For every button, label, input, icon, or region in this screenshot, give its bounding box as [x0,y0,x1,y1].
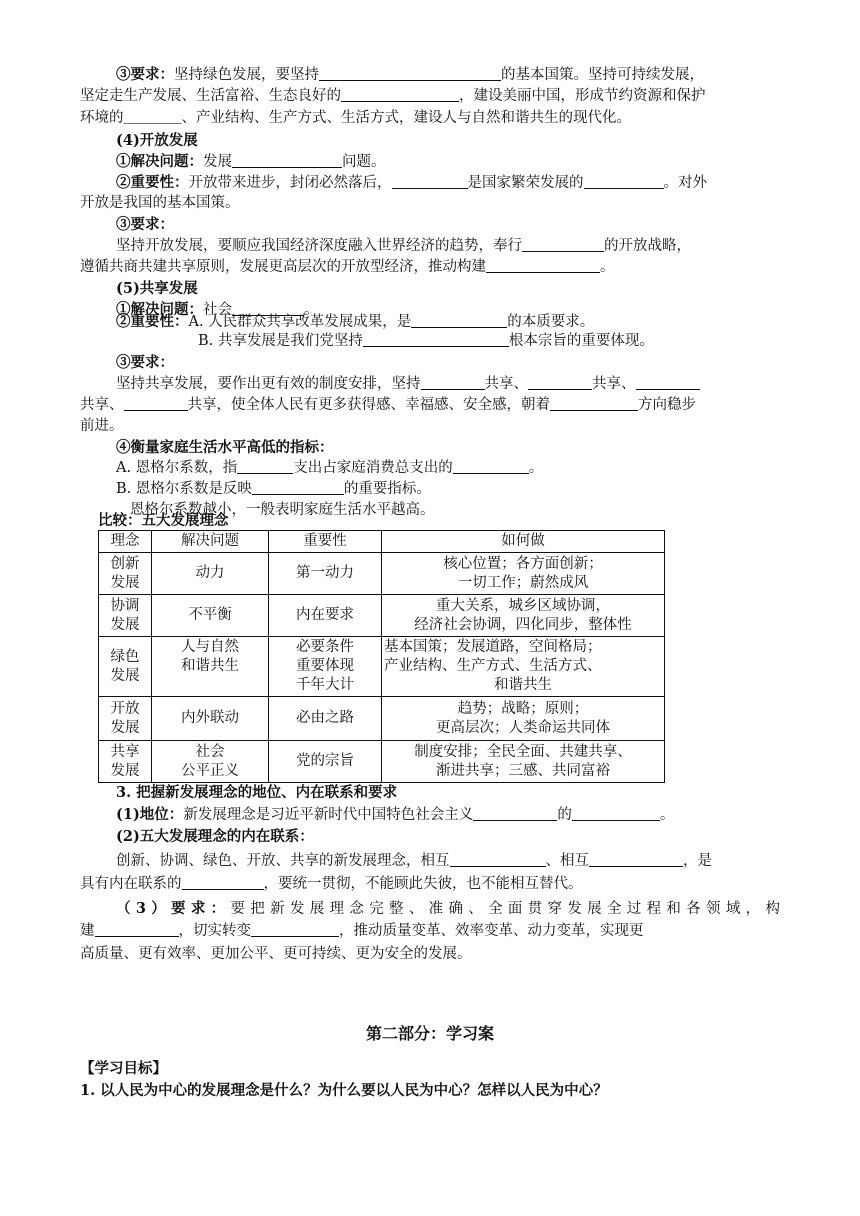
answer-blank[interactable] [522,236,604,252]
answer-blank[interactable] [411,312,507,328]
share-problem-line: ①解决问题：社会 。 [116,301,319,318]
table-row [99,697,665,741]
table-row [99,595,665,637]
answer-blank[interactable] [589,851,683,867]
answer-blank[interactable] [636,374,700,390]
table-cell-problem: 动力 [152,553,269,595]
table-header-cell: 理念 [99,531,152,553]
answer-blank[interactable] [237,458,293,474]
open-importance-line-2: 开放是我国的基本国策。 [80,195,240,211]
share-requirement-line-2: 共享、 共享，使全体人民有更多获得感、幸福感、安全感，朝着 方向稳步 [80,397,696,413]
table-header-cell: 解决问题 [152,531,269,553]
table-cell-importance: 必要条件 重要体现 千年大计 [269,637,382,697]
engel-line-c: 恩格尔系数越小，一般表明家庭生活水平越高。 [130,502,435,518]
table-cell-idea: 开放发展 [99,697,152,741]
share-importance-line-1: ②重要性：A. 人民群众共享改革发展成果，是 的本质要求。 [116,313,595,330]
grasp-heading: 3. 把握新发展理念的地位、内在联系和要求 [116,784,398,801]
answer-blank[interactable] [572,805,660,821]
table-cell-importance: 第一动力 [269,553,382,595]
table-cell-idea: 绿色发展 [99,637,152,697]
share-heading: (5)共享发展 [116,280,198,297]
table-cell-how: 重大关系，城乡区域协调， 经济社会协调，四化同步，整体性 [382,595,665,637]
answer-blank[interactable] [363,331,509,347]
answer-blank[interactable] [421,374,485,390]
table-header-cell: 重要性 [269,531,382,553]
grasp-requirement-line-1: （3）要求：要把新发展理念完整、准确、全面贯穿发展全过程和各领域，构 [116,900,780,917]
grasp-requirement-line-3: 高质量、更有效率、更加公平、更可持续、更为安全的发展。 [80,946,472,962]
open-requirement-label: ③要求： [116,216,174,233]
grasp-position-line: (1)地位：新发展理念是习近平新时代中国特色社会主义 的 。 [116,806,675,823]
learning-goal-1: 1. 以人民为中心的发展理念是什么？为什么要以人民为中心？怎样以人民为中心？ [80,1082,608,1099]
green-requirement-line-2: 坚定走生产发展、生活富裕、生态良好的 ，建设美丽中国，形成节约资源和保护 [80,88,706,104]
learning-goal-label: 【学习目标】 [80,1060,167,1077]
green-requirement-line-3: 环境的＿＿＿＿、产业结构、生产方式、生活方式，建设人与自然和谐共生的现代化。 [80,110,631,126]
table-row [99,637,665,697]
table-header-row [99,531,665,553]
answer-blank[interactable] [392,173,468,189]
table-cell-problem: 不平衡 [152,595,269,637]
answer-blank[interactable] [584,173,664,189]
answer-blank[interactable] [486,257,600,273]
part-two-title: 第二部分：学习案 [365,1024,494,1043]
table-cell-problem: 社会 公平正义 [152,741,269,783]
table-cell-problem: 内外联动 [152,697,269,741]
answer-blank[interactable] [528,374,592,390]
share-requirement-line-3: 前进。 [80,418,124,434]
comparison-table [98,530,665,783]
answer-blank[interactable] [319,65,501,81]
share-requirement-line-1: 坚持共享发展，要作出更有效的制度安排，坚持 共享、 共享、 [116,374,700,395]
table-cell-importance: 必由之路 [269,697,382,741]
answer-blank[interactable] [95,921,179,937]
table-header-cell: 如何做 [382,531,665,553]
engel-line-b: B. 恩格尔系数是反映 的重要指标。 [116,481,431,497]
answer-blank[interactable] [182,874,264,890]
engel-line-a: A. 恩格尔系数，指 支出占家庭消费总支出的 。 [116,460,544,476]
grasp-link-line-1: 创新、协调、绿色、开放、共享的新发展理念，相互 、相互 ，是 [116,853,712,869]
answer-blank[interactable] [232,152,342,168]
table-cell-idea: 协调发展 [99,595,152,637]
grasp-link-line-2: 具有内在联系的 ，要统一贯彻，不能顾此失彼，也不能相互替代。 [80,876,583,892]
open-requirement-line-1: 坚持开放发展，要顺应我国经济深度融入世界经济的趋势，奉行 的开放战略， [116,238,691,254]
answer-blank[interactable] [251,921,339,937]
table-cell-importance: 内在要求 [269,595,382,637]
answer-blank[interactable] [341,86,459,102]
table-cell-how: 基本国策；发展道路，空间格局； 产业结构、生产方式、生活方式、 和谐共生 [382,637,665,697]
share-importance-line-2: B. 共享发展是我们党坚持 根本宗旨的重要体现。 [198,333,654,349]
table-cell-problem: 人与自然 和谐共生 [152,637,269,697]
table-row [99,741,665,783]
answer-blank[interactable] [450,851,546,867]
table-row [99,553,665,595]
green-requirement-label: ③要求： [116,66,174,83]
green-requirement-line-1: ③要求：坚持绿色发展，要坚持 的基本国策。坚持可持续发展， [116,66,704,83]
compare-title: 比较：五大发展理念 [98,512,229,529]
answer-blank[interactable] [473,805,557,821]
open-heading: (4)开放发展 [116,132,198,149]
table-cell-how: 制度安排；全民全面、共建共享、 渐进共享；三感、共同富裕 [382,741,665,783]
open-problem-line: ①解决问题：发展 问题。 [116,153,386,170]
table-cell-idea: 共享发展 [99,741,152,783]
answer-blank[interactable] [124,395,188,411]
answer-blank[interactable] [252,479,344,495]
open-requirement-line-2: 遵循共商共建共享原则，发展更高层次的开放型经济，推动构建 。 [80,259,615,275]
table-cell-how: 趋势；战略；原则； 更高层次；人类命运共同体 [382,697,665,741]
grasp-requirement-line-2: 建 ，切实转变 ，推动质量变革、效率变革、动力变革，实现更 [80,923,644,939]
answer-blank[interactable] [453,458,529,474]
share-requirement-label: ③要求： [116,354,174,371]
answer-blank[interactable] [550,395,638,411]
grasp-link-label: (2)五大发展理念的内在联系： [116,828,314,845]
table-cell-idea: 创新发展 [99,553,152,595]
engel-label: ④衡量家庭生活水平高低的指标： [116,439,334,456]
table-cell-how: 核心位置；各方面创新； 一切工作；蔚然成风 [382,553,665,595]
table-cell-importance: 党的宗旨 [269,741,382,783]
open-importance-line-1: ②重要性：开放带来进步，封闭必然落后， 是国家繁荣发展的 。对外 [116,174,707,191]
